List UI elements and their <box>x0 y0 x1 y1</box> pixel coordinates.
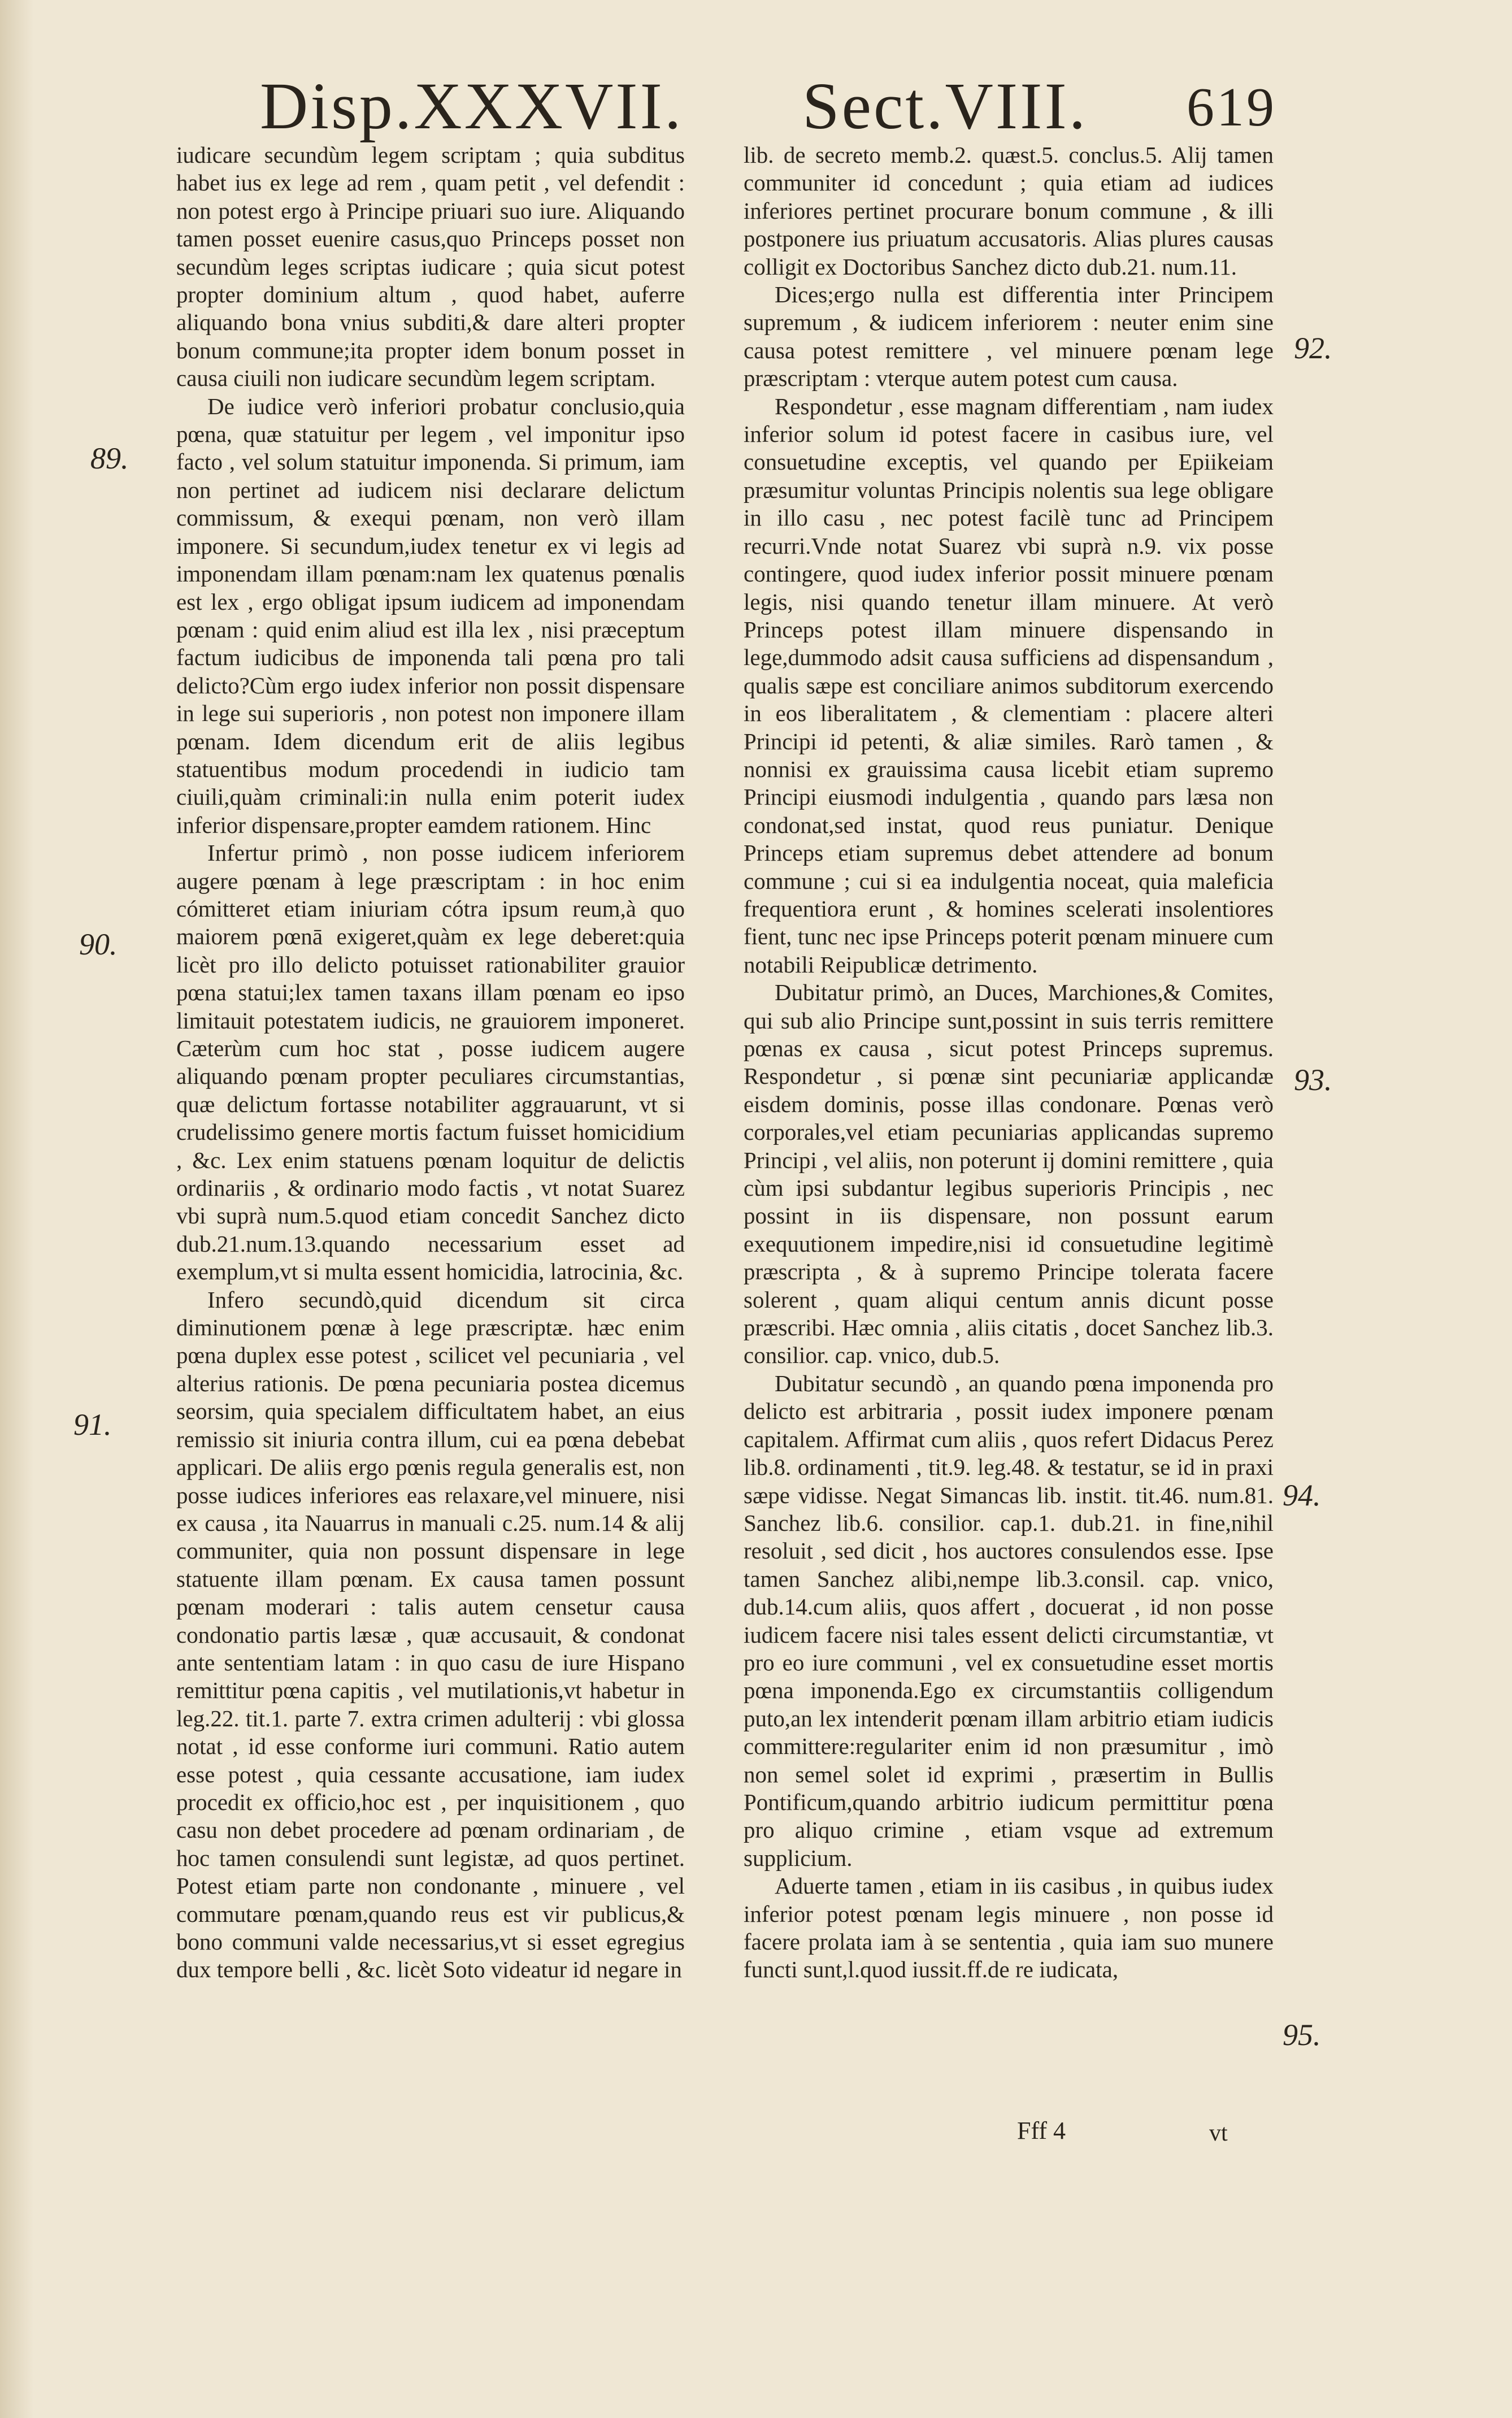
paragraph: Aduerte tamen , etiam in iis casibus , in quibus iudex inferior potest pœnam legis minuere , non posse id facere prolata iam à se sententia , quia iam suo munere functi sunt,l.quod iussit.ff.de re iudicata, <box>744 1873 1274 1983</box>
paragraph: iudicare secundùm legem scriptam ; quia subditus habet ius ex lege ad rem , quam petit , vel defendit : non potest ergo à Principe priuari suo iure. Aliquando tamen posset euenire casus,quo Princeps posset non secundùm leges scriptas iudicare ; quia sicut potest propter dominium altum , quod habet, auferre aliquando bona vnius subditi,& dare alteri propter bonum commune;ita propter idem bonum posset in causa ciuili non iudicare secundùm legem scriptam. <box>176 142 685 392</box>
margin-number-89: 89. <box>90 441 129 475</box>
page-edge <box>0 0 34 2418</box>
paragraph: lib. de secreto memb.2. quæst.5. conclus.5. Alij tamen communiter id concedunt ; quia etiam ad iudices inferiores pertinet procurare bonum commune , & illi postponere ius priuatum accusatoris. Alias plures causas colligit ex Doctoribus Sanchez dicto dub.21. num.11. <box>744 142 1274 280</box>
catchword: vt <box>1209 2120 1228 2146</box>
paragraph: Dubitatur secundò , an quando pœna imponenda pro delicto est arbitraria , possit iudex imponere pœnam capitalem. Affirmat cum aliis , quos refert Didacus Perez lib.8. ordinamenti , tit.9. leg.48. & testatur, se id in praxi sæpe vidisse. Negat Simancas lib. instit. tit.46. num.81. Sanchez lib.6. consilior. cap.1. dub.21. in fine,nihil resoluit , sed dicit , hos auctores consulendos esse. Ipse tamen Sanchez alibi,nempe lib.3.consil. cap. vnico, dub.14.cum aliis, quos affert , docuerat , id non posse iudicem facere nisi tales essent delicti circumstantiæ, vt pro eo iure communi , vel ex consuetudine esset mortis pœna imponenda.Ego ex circumstantiis colligendum puto,an lex intenderit pœnam illam arbitrio etiam iudicis committere:regulariter enim id non præsumitur , imò non semel solet id exprimi , præsertim in Bullis Pontificum,quando arbitrio iudicum permittitur pœna pro aliquo crimine , etiam vsque ad extremum supplicium. <box>744 1370 1274 1871</box>
margin-number-95: 95. <box>1283 2018 1321 2052</box>
signature-mark: Fff 4 <box>1017 2117 1066 2144</box>
paragraph: Infero secundò,quid dicendum sit circa diminutionem pœnæ à lege præscriptæ. hæc enim pœna duplex esse potest , scilicet vel pecuniaria , vel alterius rationis. De pœna pecuniaria postea dicemus seorsim, quia specialem difficultatem habet, an eius remissio sit iniuria contra illum, cui ea pœna debebat applicari. De aliis ergo pœnis regula generalis est, non posse iudices inferiores eas relaxare,vel minuere, nisi ex causa , ita Nauarrus in manuali c.25. num.14 & alij communiter, quia non possunt dispensare in lege statuente illam pœnam. Ex causa tamen possunt pœnam moderari : talis autem censetur causa condonatio partis læsæ , quæ accusauit, & condonat ante sententiam latam : in quo casu de iure Hispano remittitur pœna capitis , vel mutilationis,vt habetur in leg.22. tit.1. parte 7. extra crimen adulterij : vbi glossa notat , id esse conforme iuri communi. Ratio autem esse potest , quia cessante accusatione, iam iudex procedit ex officio,hoc est , per inquisitionem , quo casu non debet procedere ad pœnam ordinariam , de hoc tamen consulendi sunt legistæ, ad quos pertinet. Potest etiam parte non condonante , minuere , vel commutare pœnam,quando reus est vir publicus,& bono communi valde necessarius,vt si esset egregius dux tempore belli , &c. licèt Soto videatur id negare in <box>176 1286 685 1983</box>
right-column <box>744 141 1274 1984</box>
margin-number-93: 93. <box>1294 1063 1332 1097</box>
margin-number-91: 91. <box>73 1408 112 1442</box>
paragraph: Infertur primò , non posse iudicem inferiorem augere pœnam à lege præscriptam : in hoc enim cómitteret etiam iniuriam cótra ipsum reum,à quo maiorem pœnā exigeret,quàm ex lege deberet:quia licèt pro illo delicto potuisset rationabiliter grauior pœna statui;lex tamen taxans illam pœnam eo ipso limitauit potestatem iudicis, ne grauiorem imponeret. Cæterùm cum hoc stat , posse iudicem augere aliquando pœnam propter peculiares circumstantias, quæ delictum fortasse notabiliter aggrauarunt, vt si crudelissimo genere mortis factum fuisset homicidium , &c. Lex enim statuens pœnam loquitur de delictis ordinariis , & ordinario modo factis , vt notat Suarez vbi suprà num.5.quod etiam concedit Sanchez dicto dub.21.num.13.quando necessarium esset ad exemplum,vt si multa essent homicidia, latrocinia, &c. <box>176 840 685 1285</box>
margin-number-94: 94. <box>1283 1478 1321 1512</box>
paragraph: De iudice verò inferiori probatur conclusio,quia pœna, quæ statuitur per legem , vel imponitur ipso facto , vel solum statuitur imponenda. Si primum, iam non pertinet ad iudicem nisi declarare delictum commissum, & exequi pœnam, non verò illam imponere. Si secundum,iudex tenetur ex vi legis ad imponendam illam pœnam:nam lex quatenus pœnalis est lex , ergo obligat ipsum iudicem ad imponendam pœnam : quid enim aliud est illa lex , nisi præceptum factum iudicibus de imponenda tali pœna pro tali delicto?Cùm ergo iudex inferior non possit dispensare in lege sui superioris , non potest non imponere illam pœnam. Idem dicendum erit de aliis legibus statuentibus modum procedendi in iudicio tam ciuili,quàm criminali:in nulla enim poterit iudex inferior dispensare,propter eamdem rationem. Hinc <box>176 393 685 838</box>
margin-number-90: 90. <box>79 927 118 961</box>
header-disputation: Disp.XXXVII. <box>260 69 684 143</box>
header-section: Sect.VIII. <box>802 69 1088 143</box>
left-column <box>176 141 685 1984</box>
paragraph: Respondetur , esse magnam differentiam , nam iudex inferior solum id potest facere in casibus iure, vel consuetudine exceptis, vel quando per Epiikeiam præsumitur voluntas Principis nolentis sua lege obligare in illo casu , nec potest facilè tunc ad Principem recurri.Vnde notat Suarez vbi suprà n.9. vix posse contingere, quod iudex inferior possit minuere pœnam legis, nisi quando tenetur illam minuere. At verò Princeps potest illam minuere dispensando in lege,dummodo adsit causa sufficiens ad dispensandum , qualis sæpe est conciliare animos subditorum exercendo in eos liberalitatem , & clementiam : placere alteri Principi id petenti, & aliæ similes. Rarò tamen , & nonnisi ex grauissima causa licebit etiam supremo Principi eiusmodi indulgentia , quando pars læsa non condonat,sed instat, quod reus puniatur. Denique Princeps etiam supremus debet attendere ad bonum commune ; cui si ea indulgentia noceat, quia maleficia frequentiora erunt , & homines scelerati insolentiores fient, tunc nec ipse Princeps poterit pœnam minuere cum notabili Reipublicæ detrimento. <box>744 393 1274 978</box>
paragraph: Dices;ergo nulla est differentia inter Principem supremum , & iudicem inferiorem : neuter enim sine causa potest remittere , vel minuere pœnam lege præscriptam : vterque autem potest cum causa. <box>744 281 1274 392</box>
running-header <box>260 68 1283 153</box>
page-number: 619 <box>1187 77 1276 138</box>
margin-number-92: 92. <box>1294 331 1332 365</box>
paragraph: Dubitatur primò, an Duces, Marchiones,& Comites, qui sub alio Principe sunt,possint in suis terris remittere pœnas ex causa , sicut potest Princeps supremus. Respondetur , si pœnæ sint pecuniariæ applicandæ eisdem dominis, posse illas condonare. Pœnas verò corporales,vel etiam pecuniarias applicandas supremo Principi , vel aliis, non poterunt ij domini remittere , quia cùm ipsi subdantur legibus superioris Principis , nec possint in iis dispensare, non possunt earum exequutionem impedire,nisi id consuetudine legitimè præscripta , & à supremo Principe tolerata facere solerent , quam aliqui centum annis dicunt posse præscribi. Hæc omnia , aliis citatis , docet Sanchez lib.3. consilior. cap. vnico, dub.5. <box>744 979 1274 1369</box>
